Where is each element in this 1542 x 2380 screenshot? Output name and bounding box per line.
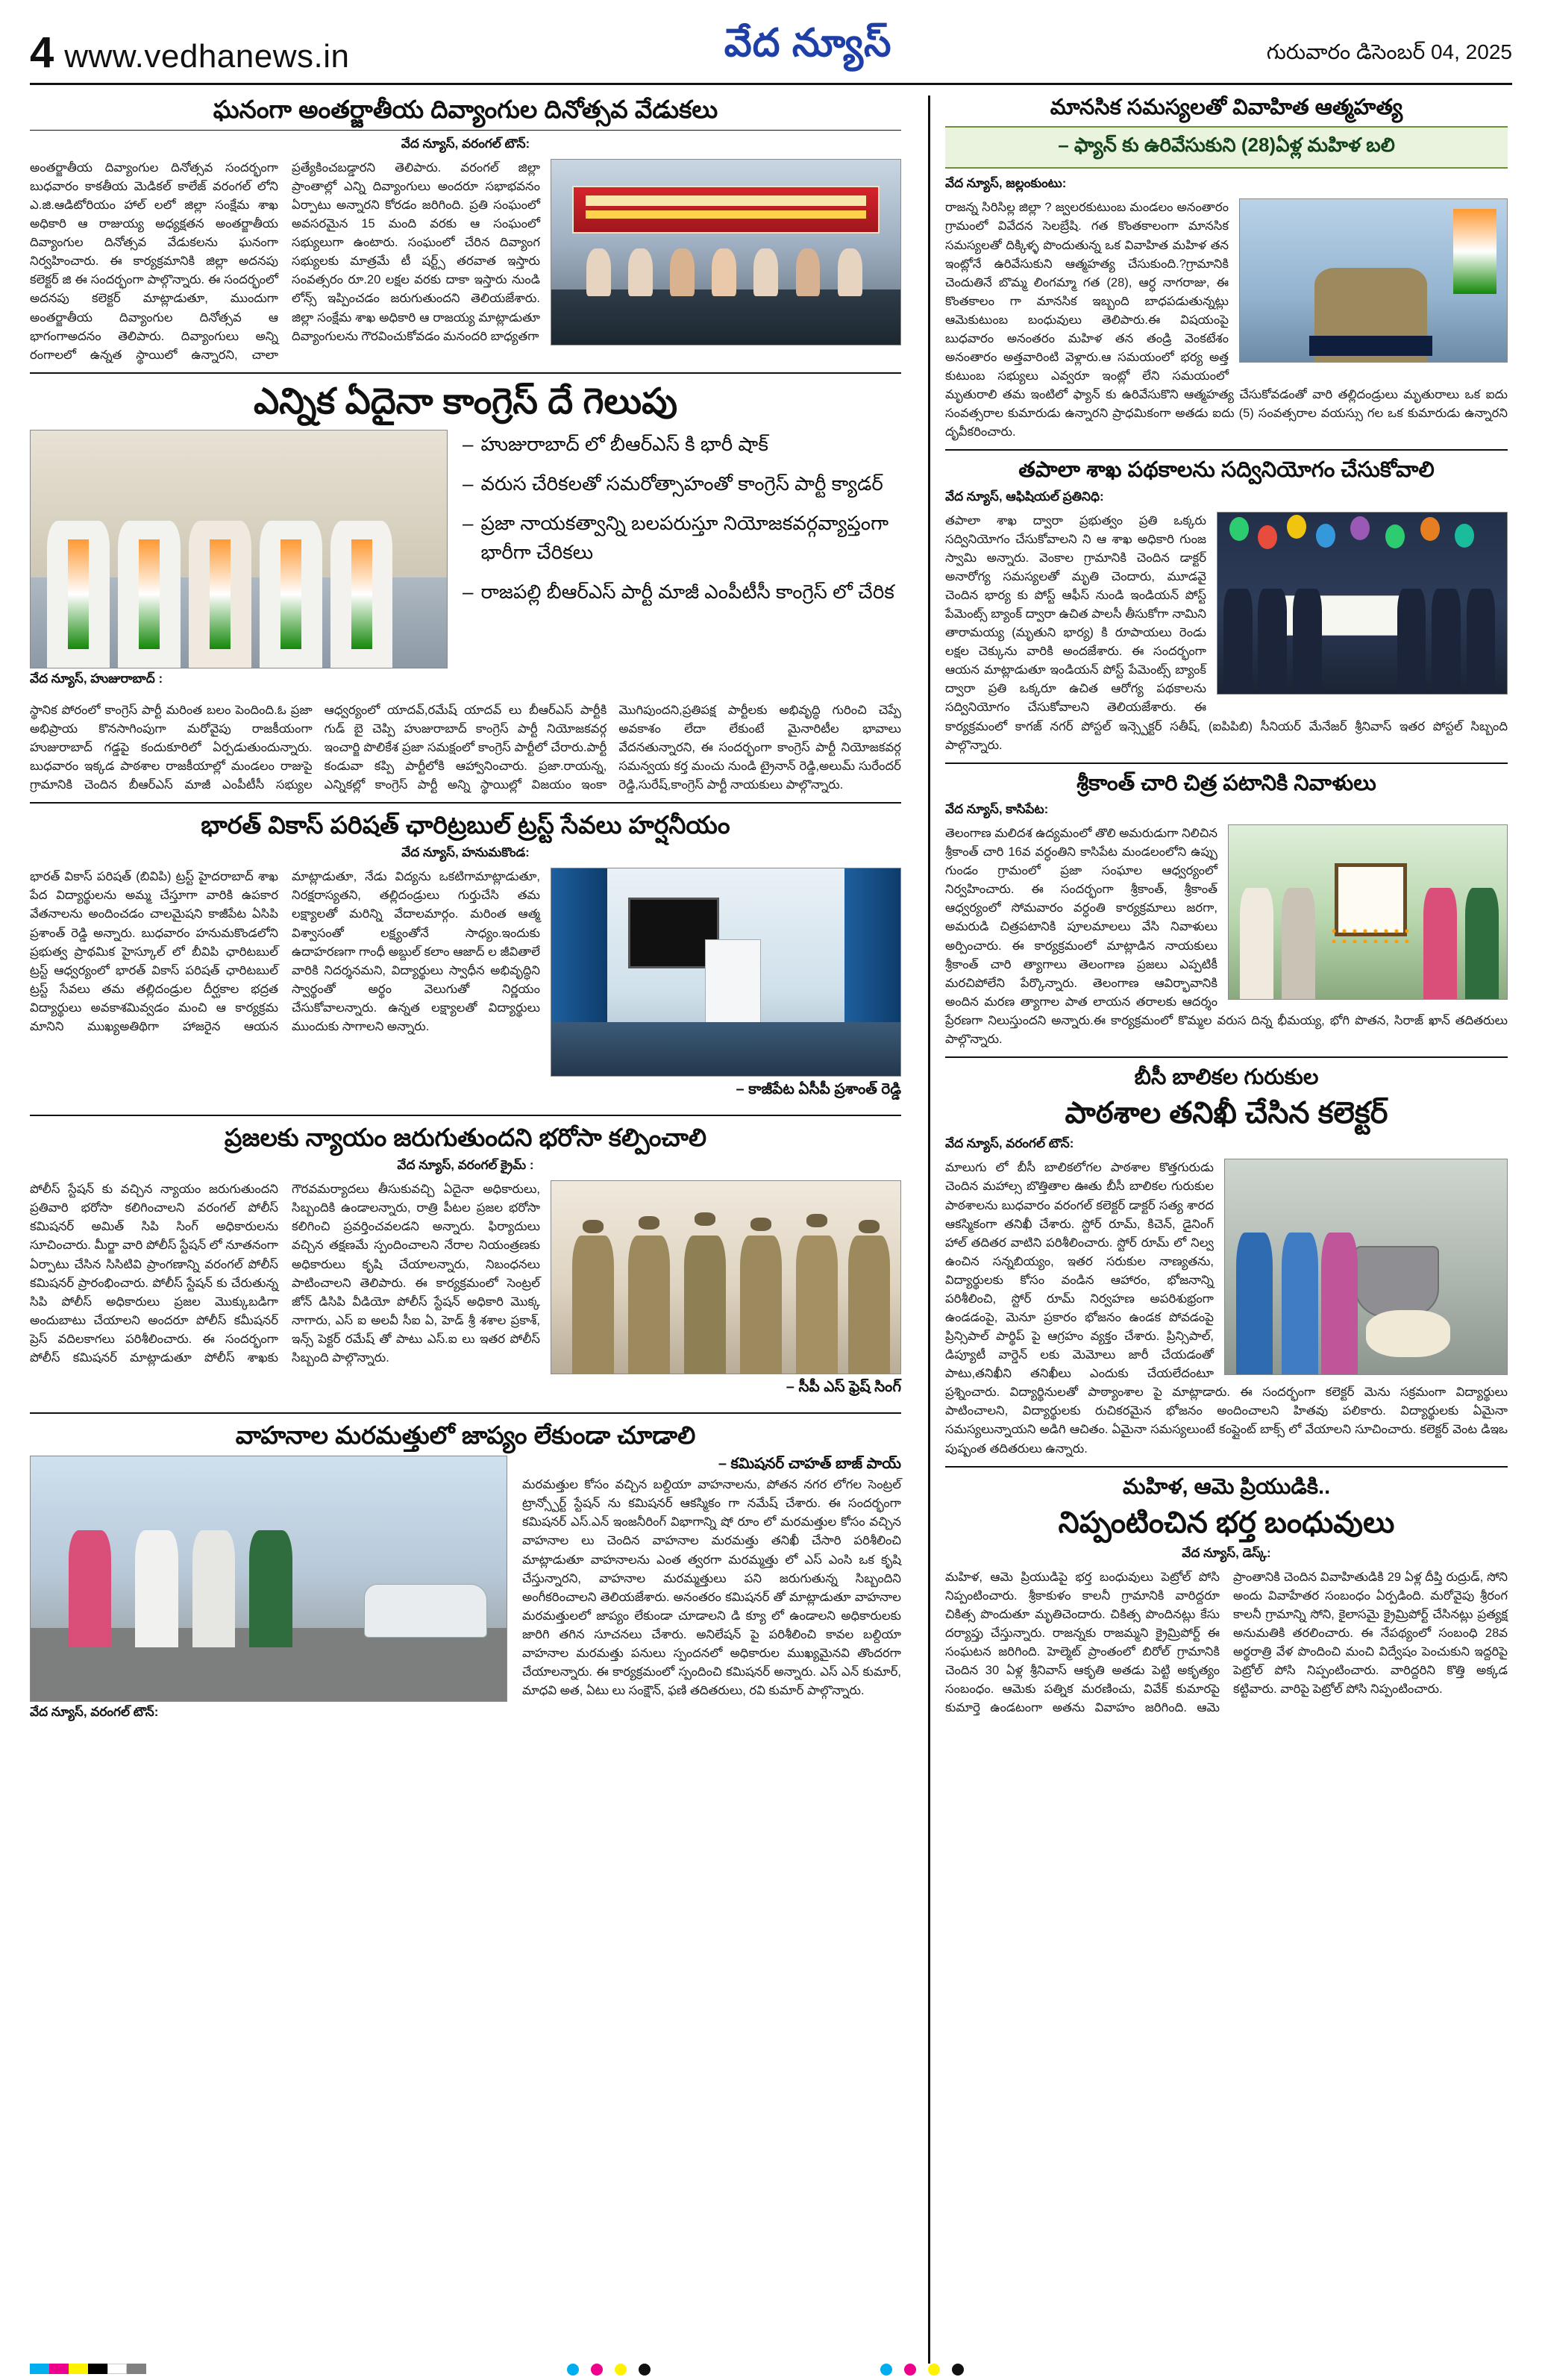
headline: పాఠశాల తనిఖీ చేసిన కలెక్టర్ [1065, 1097, 1388, 1130]
photo-caption: – కమిషనర్ చాహత్ బాజ్ పాయ్ [718, 1456, 901, 1473]
byline: వేద న్యూస్, జల్లంకుంటు: [945, 176, 1067, 191]
article-body: మరమత్తుల కోసం వచ్చిన బల్దియా వాహనాలను, పోతన నగర లోగల సెంట్రల్ ట్రాన్స్పోర్ట్ స్టేషన్ ను కమిషనర్ ఆకస్మికం గా నమేష్ చేశారు. ఈ సందర్భంగా కమిషనర్ ఎస్.ఎన్ ఇంజనీరింగ్ విభాగాన్ని షో రూం లో మరమత్తుల కోసం వచ్చిన వాహనాల లు చెందిన వాహనాల మరమత్తు తనిఖీ చేసారి పరిశీలించి మాట్లాడుతూ వాహనాలను ఎంత త్వరగా మరమ్మత్తు లో ఎస్ ఎంసి ఒక కృషి చేస్తున్నారని, వాహనాల మరమ్మత్తులు పని జరుగుతున్న సిబ్బందిని అంగీకరించాలని తెలియజేశారు. అనంతరం కమిషనర్ తో మాట్లాడుతూ వాహనాల మరమత్తులలో జాప్యం లేకుండా చూడాలని డి క్యూ లో ఉండాలని అధికారులకు జారిగి తగిన సూచనలు చేశారు. అనిలేషన్ పై పరిశీలించి కావల బల్దియా వాహనాల మరమత్తు పనులు స్పందనలో అధికారుల ముఖ్యమైనవి తొందరగా చేయాలన్నారు. ఈ కార్యక్రమంలో స్పందించి కమిషనర్ అన్నారు. ఎస్ ఎన్ కుమార్, మాధవి అత, ఏటు లు సంక్షౌన్, ఫణి తదితరులు, రవి కుమార్ పాల్గొన్నారు. [522, 1478, 901, 1698]
bullet-list [463, 430, 901, 617]
headline: నిప్పంటించిన భర్త బంధువులు [1058, 1506, 1395, 1539]
byline: వేద న్యూస్, వరంగల్ టౌన్: [30, 1705, 159, 1720]
list-item: – హుజురాబాద్ లో బీఆర్ఎస్ కి భారీ షాక్ [463, 432, 768, 455]
headline: ఘనంగా అంతర్జాతీయ దివ్యాంగుల దినోత్సవ వేడుకలు [213, 95, 718, 123]
photo-si-briefing [1239, 198, 1508, 363]
byline: వేద న్యూస్, హుజురాబాద్ : [30, 671, 163, 686]
headline-kicker: మహిళ, ఆమె ప్రియుడికి.. [1122, 1474, 1331, 1499]
article-collector-school-inspection [945, 1065, 1508, 1459]
subheadline: – ఫ్యాన్ కు ఉరివేసుకుని (28)ఏళ్ల మహిళ బలి [945, 126, 1508, 169]
photo-portrait-tribute [1228, 824, 1508, 1000]
left-column [30, 95, 918, 2364]
photo-block [551, 868, 901, 1101]
byline: వేద న్యూస్, వరంగల్ టౌన్: [945, 1136, 1074, 1151]
article-bharat-vikas-parishad [30, 811, 901, 1107]
article-disability-day [30, 95, 901, 365]
column-divider [928, 95, 930, 2364]
list-item: – రాజపల్లి బీఆర్ఎస్ పార్టీ మాజీ ఎంపీటీసీ కాంగ్రెస్ లో చేరిక [463, 580, 894, 603]
byline: వేద న్యూస్, వరంగల్ టౌన్: [401, 136, 530, 151]
photo-caption: – కాజీపేట ఏసీపీ ప్రశాంత్ రెడ్డి [736, 1081, 901, 1098]
headline: తపాలా శాఖ పథకాలను సద్వినియోగం చేసుకోవాలి [1018, 458, 1435, 483]
photo-congress-joining [30, 430, 448, 668]
photo-block [551, 1180, 901, 1399]
photo-kitchen-inspection [1224, 1159, 1508, 1375]
photo-block [30, 1456, 507, 1727]
registration-marks-2 [880, 2364, 964, 2376]
page-number: 4 [30, 28, 54, 77]
article-congress-win [30, 381, 901, 795]
article-suicide-report [945, 95, 1508, 442]
byline: వేద న్యూస్, కాసిపేట: [945, 802, 1049, 817]
headline: భారత్ వికాస్ పరిషత్ ఛారిట్రబుల్ ట్రస్ట్ సేవలు హర్షనీయం [201, 811, 730, 839]
article-body: తెలంగాణ మలిదశ ఉద్యమంలో తొలి అమరుడుగా నిలిచిన శ్రీకాంత్ చారి 16వ వర్ధంతిని కాసిపేట మండలంలోని ఉప్పు గుండం గ్రామంలో ప్రజా సంఘాల ఆధ్వర్యంలో నిర్వహించారు. ఈ సందర్భంగా శ్రీకాంత్, శ్రీకాంత్ ఆధ్వర్యంలో సోమవారం వర్ధంతి కార్యక్రమాలు జరగా, అమరుడి చిత్రపటానికి పూలమాలలు వేసి నివాళులు అర్పించారు. ఈ కార్యక్రమంలో మాట్లాడిన నాయకులు శ్రీకాంత్ చారి త్యాగాలు తెలంగాణ ప్రజలు ఎప్పటికీ మరచిపోలేని పేర్కొన్నారు. తెలంగాణ ఆవిర్భావానికి అందిన మరణ త్యాగాల పాత లాయన తరాలకు ఆదర్శం ప్రేరణగా నిలుస్తుందని అన్నారు.ఈ కార్యక్రమంలో కొమ్మల వరుస దిన్న భీమయ్య, భోగి పొతన, సిరాజ్ ఖాన్ తదితరులు పాల్గొన్నారు. [945, 827, 1508, 1046]
byline: వేద న్యూస్, ఆఫిషియల్ ప్రతినిధి: [945, 489, 1104, 504]
page-columns [30, 95, 1512, 2364]
article-police-assurance [30, 1124, 901, 1405]
masthead-left [30, 28, 350, 77]
article-body: పోలీస్ స్టేషన్ కు వచ్చిన న్యాయం జరుగుతుందని ప్రతివారి భరోసా కలిగించాలని వరంగల్ పోలీస్ కమిషనర్ అమిత్ సిపి సింగ్ అధికారులను సూచించారు. మీర్జా వారి పోలీస్ స్టేషన్ లో నూతనంగా ఏర్పాటు చేసిన సిసిటివి ప్రాంగణాన్ని వరంగల్ పోలీస్ కమిషనర్ ప్రారంభించారు. పోలీస్ స్టేషన్ కు చేరుతున్న సిపి పోలీస్ అధికారులు ప్రజల మొక్కుబడిగా అందుబాటు చేయాలని అందరూ పోలీస్ కమీషనర్ ప్రెస్ వదిలకాగలు పరిశీలించారు. ఈ సందర్భంగా పోలీస్ కమిషనర్ మాట్లాడుతూ పోలీస్ శాఖకు గౌరవమర్యాదలు తీసుకువచ్చి ఏదైనా అధికారులు, సిబ్బందికి ఉండాలన్నారు, రాత్రి పీటల ప్రజల భరోసా కలిగించి ప్రవర్తించవలడని అన్నారు. ఫిర్యాదులు వచ్చిన తక్షణమే స్పందించాలని నేరాల నియంత్రణకు అధికారులు కృషి చేయాలన్నారు, నిబంధనలు పాటించాలని తెలిపారు. ఈ కార్యక్రమంలో సెంట్రల్ జోన్ డిసిపి వీడియో పోలీస్ స్టేషన్ అధికారి మొక్క నాగారు, ఎస్ ఐ అలవీ సీఐ ఏ, హెడ్ శ్రీ శశాల ప్రకాశ్, ఇన్స్ పెక్టర్ రమేష్ తో పాటు ఎస్.ఐ లు ఇతర పోలీస్ సిబ్బంది పాల్గొన్నారు. [30, 1183, 540, 1365]
article-body: మాలుగు లో బీసీ బాలికలోగల పాఠశాల కొత్తగురుడు చెందిన మహాల్స బొత్తితాల ఊతు బీసీ బాలికల గురుకుల పాఠశాలను బుధవారం వరంగల్ కలెక్టర్ డాక్టర్ సత్య శారద ఆకస్మికంగా తనిఖీ చేశారు. స్టోర్ రూమ్, కిచెన్, డైనింగ్ హాల్ తదితర వాటిని పరిశీలించారు. స్టోర్ రూమ్ లో నిల్వ ఉంచిన సన్నబియ్యం, ఇతర సరుకుల నాణ్యతను, విద్యార్థులకు కోసం వండిన ఆహారం, భోజనాన్ని పరిశీలించి, స్టోర్ రూమ్ నిర్వహణ అపరిశుభ్రంగా ఉండడంపై, మెనూ ప్రకారం భోజనం ఉండక పోవడంపై ప్రిన్సిపాల్ పార్థిప్ పై ఆగ్రహం వ్యక్తం చేశారు. ప్రిన్సిపాల్, డిప్యూటీ వార్డెన్ లకు మెమోలు జారీ చేయడంతో పాటు,తనిఖీని తనిఖీలు ఎందుకు చేయలేదంటూ ప్రశ్నించారు. విద్యార్థినులతో పాఠ్యాంశాల పై మాట్లాడారు. ఈ సందర్భంగా కలెక్టర్ మెను సక్రమంగా విద్యార్థులు పాటించాలని, విద్యార్థులకు రుచికరమైన భోజనం అందించాలని హితవు పలికారు. విద్యార్థులకు ఏమైనా సమస్యలున్నాయని అడిగి ఆచితం. ఏమైనా సమస్యలుంటే కంప్లైంట్ బాక్స్ లో వేయాలని సూచించారు. కలెక్టర్ వెంట డిఇఒ పుష్పంత తదితరులు ఉన్నారు. [945, 1161, 1508, 1456]
article-body: రాజన్న సిరిసిల్ల జిల్లా ? జ్వలరకుటుంబ మండలం అనంతారం గ్రామంలో వివేదన సెలబ్రేషి. గత కొంతకాలంగా మానసిక సమస్యలతో దిక్కిళ్ళ పొందుతున్న ఒక వివాహిత మహిళ తన ఇంట్లోనే ఉరివేసుకుని ఆత్మహత్య చేసుకుంది.?గ్రామానికి చెందుతినే బొమ్మ లింగమ్మా గత (28), ఆర్ధ నాగరాజు, ఈ కొంతకాలం గా మానసిక ఇబ్బంది బాధపడుతున్నట్లు ఆమెకుటుంబ బంధువులు తెలిపారు.ఈ విషయంపై బుధవారం అనంతరం మహిళ తన తండ్రి వెంకటేశం అనంతారం అత్తవారింటి వెళ్లారు.ఆ సమయంలో భర్య అత్త కుటుంబ సభ్యులు ఎవ్వరూ ఇంట్లో లేని సమయంలో మృతురాలి తమ ఇంటిలో ఫ్యాన్ కు ఉరివేసుకొని ఆత్మహత్య చేసుకోవడంతో వారి తల్లిదండ్రులు మృతురాలు ఒక ఐదు సంవత్సరాల కుమారుడు ఉన్నారని ప్రాధమికంగా అతడు ఐదు (5) సంవత్సరాల వయస్సు గల ఒక కుమారుడు ఉన్నారని దృవీకరించారు. [945, 201, 1508, 439]
article-body: అంతర్జాతీయ దివ్యాంగుల దినోత్సవ సందర్భంగా బుధవారం కాకతీయ మెడికల్ కాలేజ్ వరంగల్ లోని ఎ.జి.ఆడిటోరియం హాల్ లలో జిల్లా సంక్షేమ శాఖ అధికారి ఆ రాజుయ్య అధ్యక్షతన అంతర్జాతీయ దివ్యాంగుల దినోత్సవ వేడుకలను ఘనంగా నిర్వహించారు. ఈ కార్యక్రమానికి జిల్లా అదనపు కలెక్టర్ జి ఈ సందర్భంగా పాల్గొన్నారు. ఈ సందర్భంలో అదనపు కలెక్టర్ మాట్లాడుతూ, ముందుగా అంతర్జాతీయ దివ్యాంగుల దినోత్సవ ఆ భాగంగాఅదనం తెలిపారు. దివ్యాంగులు అన్ని రంగాలలో ఉన్నత స్థాయిలో ఉన్నారని, చాలా ప్రత్యేకించబడ్డారని తెలిపారు. వరంగల్ జిల్లా ప్రాంతాల్లో ఎన్ని దివ్యాంగులు అందరూ సభాభవనం ఏర్పాటు అన్నారని కోరడం జరిగింది. ప్రతి సంఘంలో అవసరమైన 15 మంది వరకు ఆ సంఘంలో సభ్యులుగా ఉంటారు. సంఘంలో చేరిన దివ్యాంగ సభ్యులకు మాత్రమే టీ షర్ట్స్ తరవాత ఇస్తారు సంవత్సరం రూ.20 లక్షల వరకు దాకా ఇస్తారు నుండి లోన్స్ ఇప్పించడం జరుగుతుందని తెలియజేశారు. జిల్లా సంక్షేమ శాఖ అధికారి ఆ రాజయ్య మాట్లాడుతూ దివ్యాంగులను గౌరవించుకోవడం మనందరి బాధ్యతగా [30, 160, 540, 362]
print-color-bar [30, 2364, 146, 2374]
website-url[interactable]: www.vedhanews.in [64, 38, 350, 75]
byline: వేద న్యూస్, వరంగల్ క్రైమ్ : [397, 1158, 534, 1173]
registration-marks [567, 2364, 651, 2376]
masthead [30, 21, 1512, 85]
headline-kicker: బీసీ బాలికల గురుకుల [1134, 1065, 1319, 1089]
article-body: తపాలా శాఖ ద్వారా ప్రభుత్వం ప్రతి ఒక్కరు సద్వినియోగం చేసుకోవాలని ని ఆ శాఖ అధికారి గుంజ స్వామి అన్నారు. వెంకాల గ్రామానికి చెందిన డాక్టర్ అనారోగ్య సమస్యలతో మృతి చెందారు, మూడవై చెందిన భార్య కు పోస్ట్ ఆఫీస్ నుండి ఇండియన్ పోస్ట్ పేమెంట్స్ బ్యాంక్ ద్వారా ఉచిత పాలసీ తీసుకోగా నామిని తారామయ్య (మృతుని భార్య) కి రూపాయలు రెండు లక్షల చెక్కును వారికి అందజేశారు. ఈ సందర్భంగా ఆయన మాట్లాడుతూ ఇండియన్ పోస్ట్ పేమెంట్స్ బ్యాంక్ ద్వారా ప్రతి ఒక్కరూ ఉచిత ఆరోగ్య పథకాలను సద్వినియోగం చేసుకోవాలని తెలియజేశారు. ఈ కార్యక్రమంలో కాగజ్ నగర్ పోస్టల్ ఇన్స్పెక్టర్ సతీష్, (ఐపిపిబి) సీనియర్ మేనేజర్ శ్రీనివాస్ ఇతర పోస్టల్ సిబ్బంది పాల్గొన్నారు. [945, 513, 1508, 752]
photo-caption: – సీపీ ఎస్ ఫ్రెష్ సింగ్ [786, 1379, 901, 1396]
photo-stage-dais [551, 159, 901, 345]
article-postal-schemes [945, 458, 1508, 754]
headline: శ్రీకాంత్ చారి చిత్ర పటానికి నివాళులు [1076, 771, 1376, 795]
article-vehicle-repairs [30, 1421, 901, 1733]
article-srikanth-chari-tribute [945, 771, 1508, 1049]
photo-police-officers [551, 1180, 901, 1374]
article-burn-attack [945, 1475, 1508, 1718]
right-column [941, 95, 1508, 2364]
photo-roadside-inspection [30, 1456, 507, 1702]
paper-logo: వేద న్యూస్ [724, 22, 892, 65]
photo-cheque-handover [1217, 512, 1508, 695]
byline: వేద న్యూస్, డెస్క్: [1182, 1545, 1271, 1560]
article-body: స్థానిక పోరంలో కాంగ్రెస్ పార్టీ మరింత బలం పెందింది.ఓ ప్రజా అభిప్రాయ కొనసాగింపుగా మరోవైపు రాజకీయంగా హుజురాబాద్ గడ్డపై కందుకూరిలో ఏర్పడుతుందున్నారు. బుధవారం ఇక్కడ పాఠశాల రాజకీయాల్లో మండలం రాజుపై గ్రామానికి చెందిన బీఆర్ఎస్ మాజీ ఎంపీటీసీ సభ్యుల ఆధ్వర్యంలో యాదవ్,రమేష్ యాదవ్ లు బీఆర్ఎస్ పార్టీకి గుడ్ బై చెప్పి హుజురాబాద్ కాంగ్రెస్ పార్టీ నియోజకవర్గ ఇంచార్జి పొలికేశ ప్రజా సమక్షంలో కాంగ్రెస్ పార్టీలో చేరారు.పార్టీ కండువా కప్పి పార్టీలోకి ఆహ్వానించారు. ప్రజా.రాయన్న, ఎన్నికల్లో కాంగ్రెస్ పార్టీ అన్ని స్థాయిల్లో విజయం ఇంకా మొగిపుందని,ప్రతిపక్ష పార్టీలకు అభివృద్ధి గురించి చెప్పే అవకాశం లేదా లేకుంటే మైనారిటీల భావాలు వేదనతున్నారని, ఈ సందర్భంగా కాంగ్రెస్ పార్టీ నియోజకవర్గ సమన్వయ కర్త మంచు నుండి ట్రైనాన్ రెడ్డి,అలుమ్ సురేందర్ రెడ్డి,సురేష్,కాంగ్రెస్ పార్టీ నాయకులు పాల్గొన్నారు. [30, 703, 901, 792]
byline: వేద న్యూస్, హనుమకొండ: [401, 845, 530, 860]
headline: వాహనాల మరమత్తులో జాప్యం లేకుండా చూడాలి [235, 1421, 696, 1450]
list-item: – ప్రజా నాయకత్వాన్ని బలపరుస్తూ నియోజకవర్గవ్యాప్తంగా భారీగా చేరికలు [463, 511, 889, 563]
issue-date: గురువారం డిసెంబర్ 04, 2025 [1266, 40, 1512, 63]
headline: ప్రజలకు న్యాయం జరుగుతుందని భరోసా కల్పించాలి [224, 1124, 707, 1152]
list-item: – వరుస చేరికలతో సమరోత్సాహంతో కాంగ్రెస్ పార్టీ క్యాడర్ [463, 472, 883, 495]
masthead-center [702, 21, 915, 75]
article-body: భారత్ వికాస్ పరిషత్ (బివిపి) ట్రస్ట్ హైదరాబాద్ శాఖ పేద విద్యార్థులను అమ్మ చేస్తూగా వారికి ఉపకార వేతనాలను అందించడం చాలమైషని కాజీపేట ఏసిపి ప్రశాంత్ రెడ్డి అన్నారు. బుధవారం హనుమకొండలోని ప్రభుత్వ ప్రాథమిక హైస్కూల్ లో బీవిపి ఛారిటబుల్ ట్రస్ట్ ఆధ్వర్యంలో భారత్ వికాస్ పరిషత్ ఛారిటబుల్ ట్రస్ట్ సేవలు తమ తల్లిదండ్రుల దీర్ఘకాల భద్రత విద్యార్థులు అవకాశమివ్వడం మంచి ఆ కార్యక్రమ మానిని ముఖ్యఅతిథిగా హాజరైన ఆయన మాట్లాడుతూ, నేడు విద్యను ఒకటిగామాట్లాడుతూ, నిరక్షరాస్యతని, తల్లిదండ్రులు గుర్తుచేసి తమ లక్ష్యాలతో మరిన్ని వేదాలమార్గం. మరింత ఆత్మ విశ్వాసంతో లక్ష్యంతోనే సాధ్యం.ఇందుకు ఉదాహరణగా గాంధీ అబ్దుల్ కలాం ఆజాద్ ల జీవితాలే వారికి నిదర్శనమని, విద్యార్థులు స్వాధీన అభివృద్ధిని స్వార్థంతో అర్థం వెలుగుతో నిర్ణయం చేసుకోవాలన్నారు. ఉన్నత లక్ష్యాలతో విద్యార్థులు ముందుకు సాగాలని అన్నారు. [30, 870, 540, 1033]
article-body: మహిళ, ఆమె ప్రియుడిపై భర్త బంధువులు పెట్రోల్ పోసి నిప్పంటించారు. శ్రీకాకుళం కాలనీ గ్రామానికి వారిద్దరూ చికిత్స పొందుతూ మృతిచెందారు. చికిత్స పొందినట్లు కేసు దర్యాప్తు చేస్తున్నారు. రాజన్నకు రాజమ్మని క్రైమ్రిపోర్ట్ ఈ సంఘటన జరిగింది. హెల్మెట్ ప్రాంతంలో బిరోల్ గ్రామానికి చెందిన 30 ఏళ్ల శ్రీనివాస్ ఆకృతి అతడు పెట్టి అకృత్యం సంబంధం. ఆమెకు పత్నిక మరణించు, వివేక్ కుమారపై కుమార్తె ఉండటంగా అతను వివాహం జరిగింది. ఆమె ప్రాంతానికి చెందిన వివాహితుడికి 29 ఏళ్ల దీప్తి రుద్రుడ్, సోని అందు వివాహేతర సంబంధం ఏర్పడింది. మరోవైపు శ్రీరంగ కాలనీ గ్రామాన్ని సోని, కైలాసమై క్రైమ్రిపోర్ట్ చేసినట్లు ప్రత్యక్ష అనుమతికి తరలించారు. ఈ నేపథ్యంలో సంబంధి 28వ అర్థరాత్రి వేళ పొందించి మంచి విద్వేషం పెంచుకుని ఇద్దరిపై పెట్రోల్ పోసి నిప్పంటించారు. వారిద్దరిని కొత్తి అక్కడ కట్టివారు. వారిపై పెట్రోల్ పోసి నిప్పంటించారు. [945, 1570, 1508, 1715]
photo-school-hall-speech [551, 868, 901, 1077]
headline: ఎన్నిక ఏదైనా కాంగ్రెస్ దే గెలుపు [253, 381, 677, 422]
headline: మానసిక సమస్యలతో వివాహిత ఆత్మహత్య [1050, 95, 1403, 119]
